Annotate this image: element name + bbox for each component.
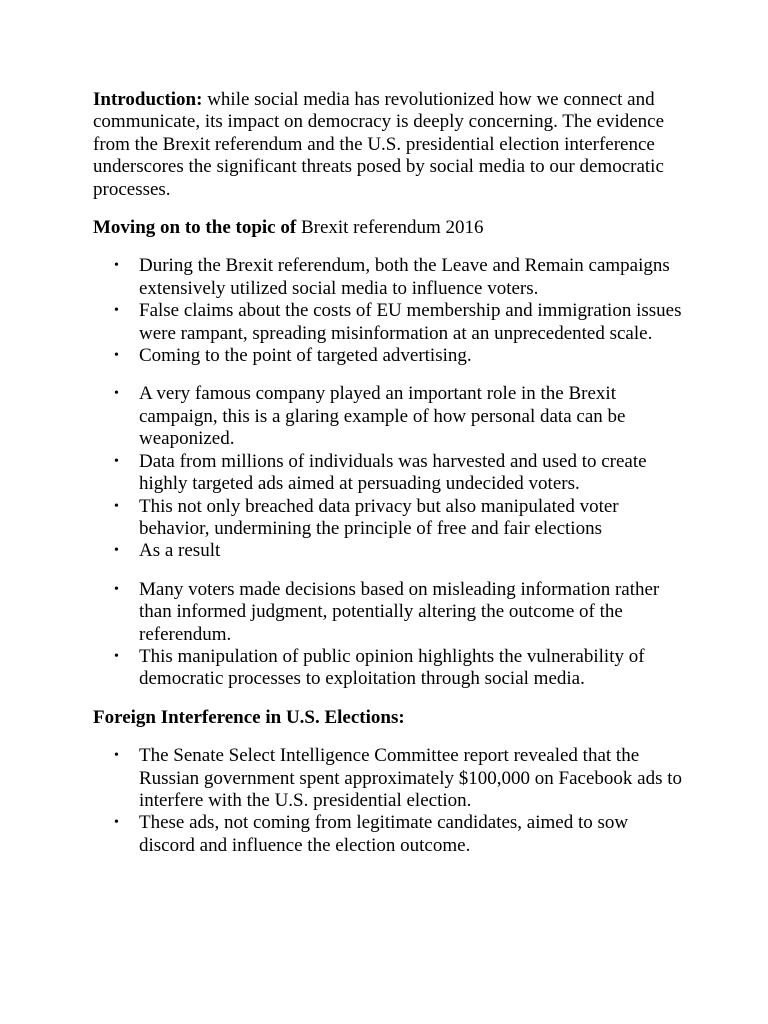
- brexit-list-2: [93, 383, 683, 562]
- foreign-heading-label: Foreign Interference in U.S. Elections:: [93, 706, 405, 728]
- foreign-interference-list: [93, 745, 683, 857]
- document-page: [93, 89, 683, 873]
- list-item: • Data from millions of individuals was harvested and used to create highly targeted ads aimed at persuading undecided voters.: [93, 451, 683, 496]
- list-item: • A very famous company played an important role in the Brexit campaign, this is a glaring example of how personal data can be weaponized.: [93, 383, 683, 450]
- list-item: • The Senate Select Intelligence Committee report revealed that the Russian government spent approximately $100,000 on Facebook ads to interfere with the U.S. presidential election.: [93, 745, 683, 812]
- intro-label: Introduction:: [93, 89, 203, 110]
- brexit-heading: [93, 217, 683, 239]
- brexit-heading-text: Brexit referendum 2016: [296, 217, 484, 239]
- brexit-heading-label: Moving on to the topic of: [93, 217, 297, 239]
- list-item: • Coming to the point of targeted advertising.: [93, 345, 683, 367]
- intro-paragraph: [93, 89, 683, 201]
- list-item: • As a result: [93, 540, 683, 562]
- list-item: • False claims about the costs of EU membership and immigration issues were rampant, spreading misinformation at an unprecedented scale.: [93, 300, 683, 345]
- intro-text: while social media has revolutionized how we connect and communicate, its impact on democracy is deeply concerning. The evidence from the Brexit referendum and the U.S. presidential election interference underscores the significant threats posed by social media to our democratic processes.: [93, 89, 665, 200]
- list-item: • Many voters made decisions based on misleading information rather than informed judgment, potentially altering the outcome of the referendum.: [93, 579, 683, 646]
- brexit-list-3: [93, 579, 683, 691]
- list-item: • This manipulation of public opinion highlights the vulnerability of democratic processes to exploitation through social media.: [93, 646, 683, 691]
- brexit-list-1: [93, 255, 683, 367]
- list-item: • During the Brexit referendum, both the Leave and Remain campaigns extensively utilized social media to influence voters.: [93, 255, 683, 300]
- list-item: • These ads, not coming from legitimate candidates, aimed to sow discord and influence the election outcome.: [93, 812, 683, 857]
- foreign-interference-heading: [93, 707, 683, 729]
- list-item: • This not only breached data privacy but also manipulated voter behavior, undermining the principle of free and fair elections: [93, 496, 683, 541]
